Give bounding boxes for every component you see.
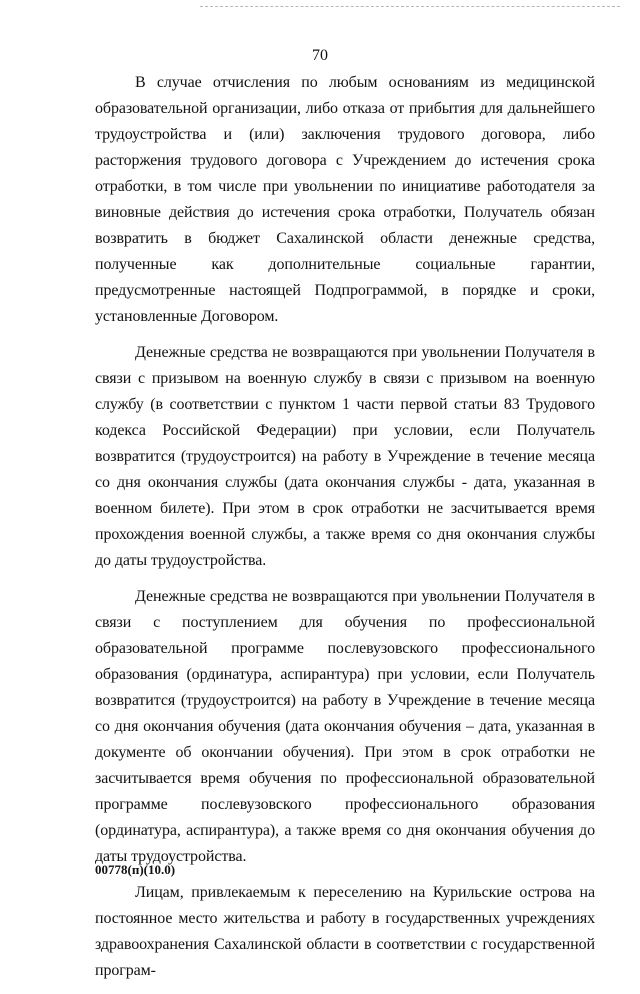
document-body <box>95 70 595 994</box>
paragraph-military-service-exemption: Денежные средства не возвращаются при увольнении Получателя в связи с призывом на военную службу в связи с призывом на военную службу (в соответствии с пунктом 1 части первой статьи 83 Трудового кодекса Российской Федерации) при условии, если Получатель возвратится (трудоустроится) на работу в Учреждение в течение месяца со дня окончания службы (дата окончания службы - дата, указанная в военном билете). При этом в срок отработки не засчитывается время прохождения военной службы, а также время со дня окончания службы до даты трудоустройства. <box>95 344 595 569</box>
document-code: 00778(п)(10.0) <box>95 862 176 877</box>
paragraph-postgraduate-study-exemption: Денежные средства не возвращаются при увольнении Получателя в связи с поступлением для обучения по профессиональной образовательной программе послевузовского профессионального образования (ординатура, аспирантура) при условии, если Получатель возвратится (трудоустроится) на работу в Учреждение в течение месяца со дня окончания обучения (дата окончания обучения – дата, указанная в документе об окончании обучения). При этом в срок отработки не засчитывается время обучения по профессиональной образовательной программе послевузовского профессионального образования (ординатура, аспирантура), а также время со дня окончания обучения до даты трудоустройства. <box>95 588 595 865</box>
paragraph-kuril-islands-relocation: Лицам, привлекаемым к переселению на Курильские острова на постоянное место жительства и работу в государственных учреждениях здравоохранения Сахалинской области в соответствии с государственной програм- <box>95 884 595 979</box>
paragraph-refund-obligation: В случае отчисления по любым основаниям из медицинской образовательной организации, либо отказа от прибытия для дальнейшего трудоустройства и (или) заключения трудового договора, либо расторжения трудового договора с Учреждением до истечения срока отработки, в том числе при увольнении по инициативе работодателя за виновные действия до истечения срока отработки, Получатель обязан возвратить в бюджет Сахалинской области денежные средства, полученные как дополнительные социальные гарантии, предусмотренные настоящей Подпрограммой, в порядке и сроки, установленные Договором. <box>95 74 595 325</box>
page-number: 70 <box>312 47 328 64</box>
scan-artifact-marks <box>200 6 620 9</box>
